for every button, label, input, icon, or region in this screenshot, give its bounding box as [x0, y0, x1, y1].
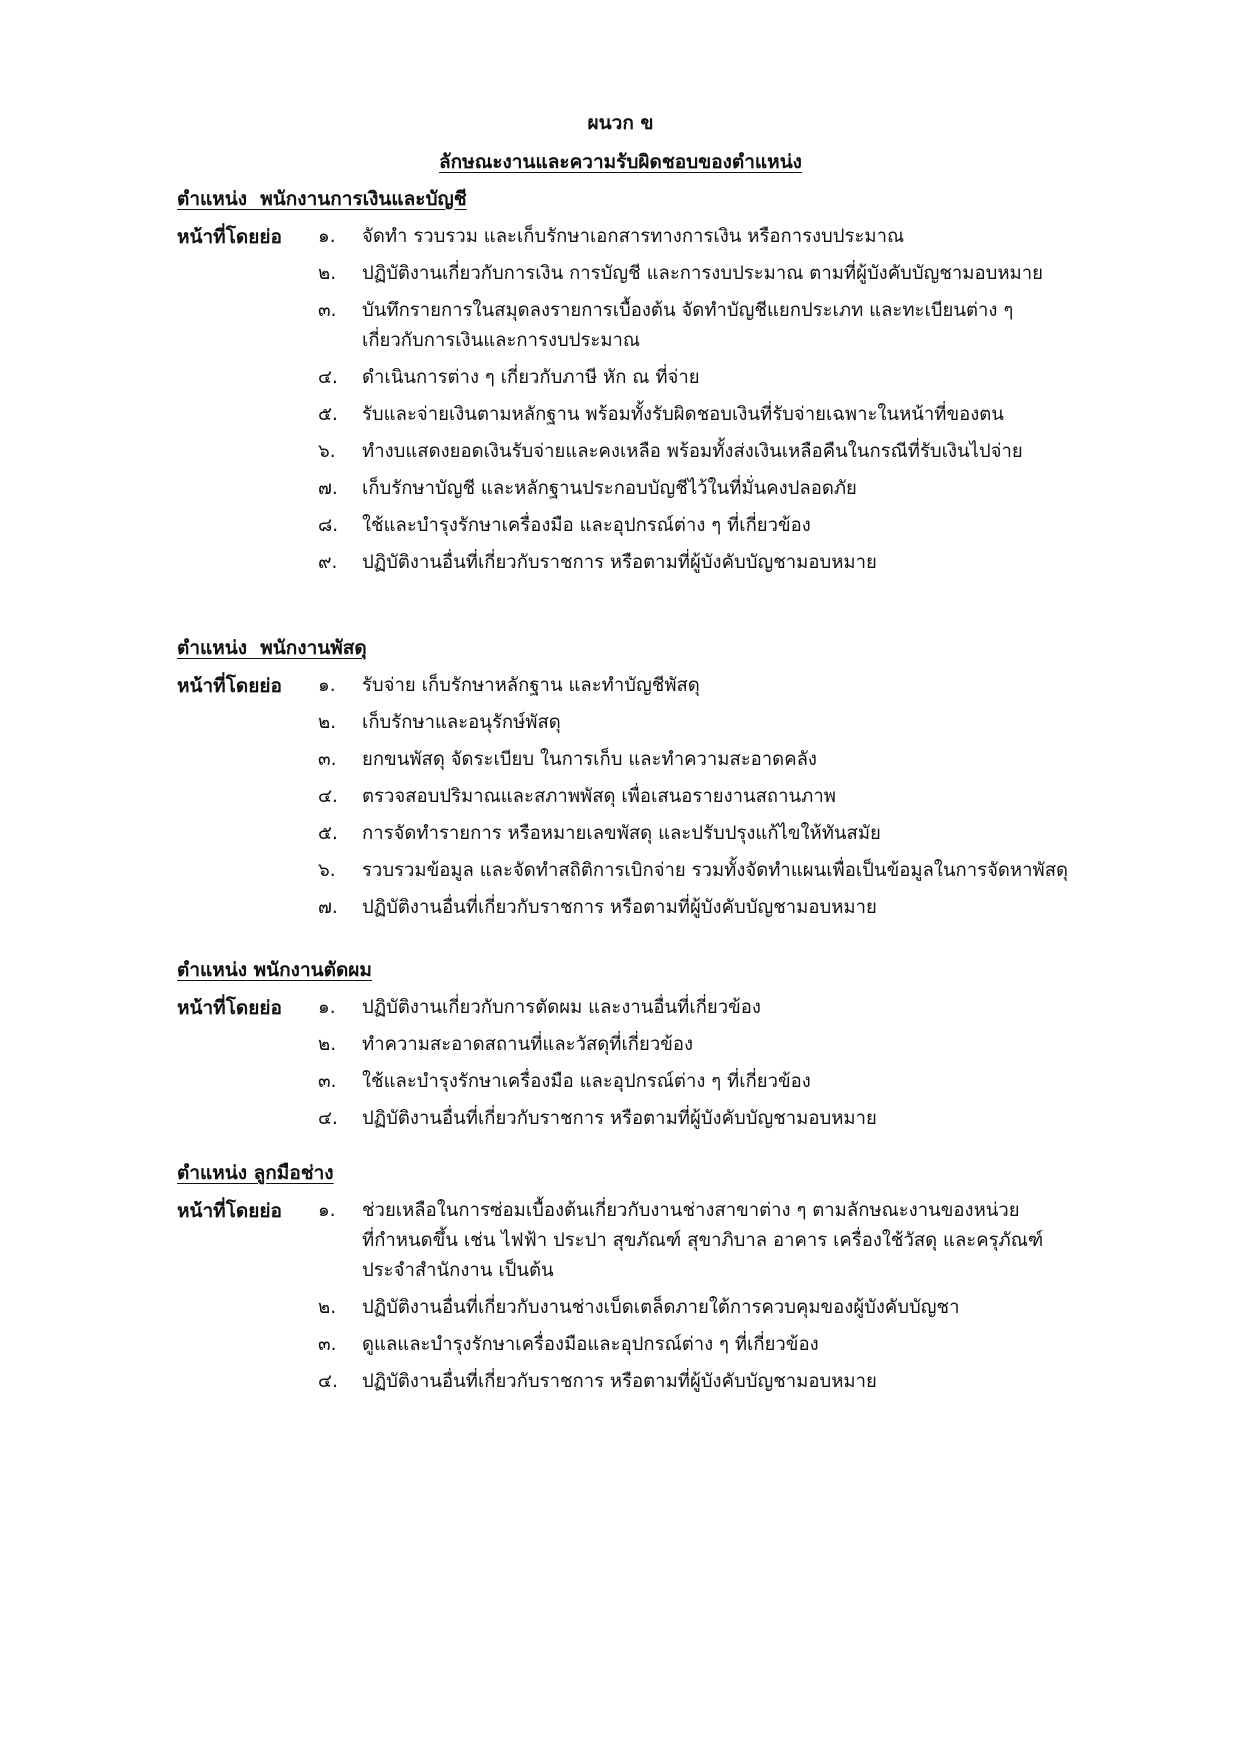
duty-item-number: ๔. [318, 367, 338, 388]
duty-item-text: ปฏิบัติงานอื่นที่เกี่ยวกับราชการ หรือตามที่ผู้บังคับบัญชามอบหมาย [362, 1371, 877, 1392]
duty-item-text: ปฏิบัติงานอื่นที่เกี่ยวกับราชการ หรือตามที่ผู้บังคับบัญชามอบหมาย [362, 1108, 877, 1129]
duty-item-number: ๓. [318, 749, 337, 770]
duty-item-text: ทำงบแสดงยอดเงินรับจ่ายและคงเหลือ พร้อมทั้งส่งเงินเหลือคืนในกรณีที่รับเงินไปจ่าย [362, 441, 1023, 462]
duty-item [318, 222, 1140, 252]
duty-item-text: ปฏิบัติงานเกี่ยวกับการเงิน การบัญชี และการงบประมาณ ตามที่ผู้บังคับบัญชามอบหมาย [362, 263, 1043, 284]
duty-item-number: ๔. [318, 1371, 338, 1392]
duty-item-text: รวบรวมข้อมูล และจัดทำสถิติการเบิกจ่าย รวมทั้งจัดทำแผนเพื่อเป็นข้อมูลในการจัดหาพัสดุ [362, 860, 1069, 881]
duty-item-text: ตรวจสอบปริมาณและสภาพพัสดุ เพื่อเสนอรายงานสถานภาพ [362, 786, 836, 807]
duty-item-number: ๓. [318, 300, 337, 321]
duty-item [318, 1030, 1140, 1060]
duty-item [318, 856, 1140, 886]
duty-item [318, 296, 1140, 356]
duty-item-text: รับและจ่ายเงินตามหลักฐาน พร้อมทั้งรับผิดชอบเงินที่รับจ่ายเฉพาะในหน้าที่ของตน [362, 404, 1004, 425]
duty-item-text: ยกขนพัสดุ จัดระเบียบ ในการเก็บ และทำความสะอาดคลัง [362, 749, 817, 770]
duty-list [318, 671, 1140, 930]
duty-item-text: บันทึกรายการในสมุดลงรายการเบื้องต้น จัดทำบัญชีแยกประเภท และทะเบียนต่าง ๆ [362, 300, 1014, 321]
duty-item-number: ๒. [318, 263, 337, 284]
duty-label: หน้าที่โดยย่อ [177, 226, 282, 248]
duty-item [318, 259, 1140, 289]
duty-item-number: ๕. [318, 823, 338, 844]
section-title: ตำแหน่ง พนักงานตัดผม [177, 959, 372, 981]
duty-label: หน้าที่โดยย่อ [177, 997, 282, 1019]
duty-item [318, 1104, 1140, 1134]
duty-item-text: การจัดทำรายการ หรือหมายเลขพัสดุ และปรับปรุงแก้ไขให้ทันสมัย [362, 823, 881, 844]
duty-item-number: ๔. [318, 786, 338, 807]
duty-item [318, 511, 1140, 541]
duty-item-text: เก็บรักษาและอนุรักษ์พัสดุ [362, 712, 561, 733]
duty-item-text: ใช้และบำรุงรักษาเครื่องมือ และอุปกรณ์ต่าง ๆ ที่เกี่ยวข้อง [362, 1071, 811, 1092]
duty-item-number: ๗. [318, 897, 338, 918]
duty-item-text: ปฏิบัติงานเกี่ยวกับการตัดผม และงานอื่นที่เกี่ยวข้อง [362, 997, 761, 1018]
duty-item-number: ๘. [318, 515, 339, 536]
duty-item-text: ช่วยเหลือในการซ่อมเบื้องต้นเกี่ยวกับงานช่างสาขาต่าง ๆ ตามลักษณะงานของหน่วย [362, 1200, 1020, 1221]
duty-item-number: ๙. [318, 552, 338, 573]
duty-item [318, 363, 1140, 393]
duty-item-text: เก็บรักษาบัญชี และหลักฐานประกอบบัญชีไว้ในที่มั่นคงปลอดภัย [362, 478, 857, 499]
duty-item-number: ๒. [318, 1297, 337, 1318]
duty-item-number: ๑. [318, 226, 336, 247]
appendix-title: ผนวก ข [587, 112, 654, 134]
duty-item-number: ๒. [318, 712, 337, 733]
section-title: ตำแหน่ง พนักงานการเงินและบัญชี [177, 188, 467, 210]
duty-item-text: ปฏิบัติงานอื่นที่เกี่ยวกับราชการ หรือตามที่ผู้บังคับบัญชามอบหมาย [362, 552, 877, 573]
duty-item-text: ที่กำหนดขึ้น เช่น ไฟฟ้า ประปา สุขภัณฑ์ สุขาภิบาล อาคาร เครื่องใช้วัสดุ และครุภัณฑ์ [362, 1230, 1044, 1251]
duty-item-text: เกี่ยวกับการเงินและการงบประมาณ [362, 330, 641, 351]
duty-item [318, 474, 1140, 504]
duty-item [318, 1367, 1140, 1397]
duty-item [318, 782, 1140, 812]
duty-item-text: จัดทำ รวบรวม และเก็บรักษาเอกสารทางการเงิน หรือการงบประมาณ [362, 226, 905, 247]
duty-item [318, 893, 1140, 923]
duty-list [318, 993, 1140, 1141]
duty-list [318, 222, 1140, 585]
section-title: ตำแหน่ง พนักงานพัสดุ [177, 637, 367, 659]
duty-item-text: ใช้และบำรุงรักษาเครื่องมือ และอุปกรณ์ต่าง ๆ ที่เกี่ยวข้อง [362, 515, 811, 536]
duty-item [318, 1330, 1140, 1360]
appendix-subtitle: ลักษณะงานและความรับผิดชอบของตำแหน่ง [439, 151, 802, 173]
duty-item-number: ๕. [318, 404, 338, 425]
duty-list [318, 1196, 1140, 1404]
duty-item-number: ๓. [318, 1071, 337, 1092]
duty-item-number: ๗. [318, 478, 338, 499]
duty-item [318, 1067, 1140, 1097]
duty-item [318, 819, 1140, 849]
duty-item-text: รับจ่าย เก็บรักษาหลักฐาน และทำบัญชีพัสดุ [362, 675, 700, 696]
duty-label: หน้าที่โดยย่อ [177, 1200, 282, 1222]
duty-label: หน้าที่โดยย่อ [177, 675, 282, 697]
duty-item-text: ดำเนินการต่าง ๆ เกี่ยวกับภาษี หัก ณ ที่จ่าย [362, 367, 700, 388]
duty-item [318, 437, 1140, 467]
duty-item [318, 548, 1140, 578]
duty-item [318, 1293, 1140, 1323]
duty-item-text: ดูแลและบำรุงรักษาเครื่องมือและอุปกรณ์ต่าง ๆ ที่เกี่ยวข้อง [362, 1334, 819, 1355]
duty-item [318, 1196, 1140, 1286]
duty-item [318, 745, 1140, 775]
duty-item [318, 993, 1140, 1023]
duty-item-number: ๖. [318, 860, 336, 881]
duty-item-text: ปฏิบัติงานอื่นที่เกี่ยวกับงานช่างเบ็ดเตล็ดภายใต้การควบคุมของผู้บังคับบัญชา [362, 1297, 960, 1318]
duty-item-number: ๒. [318, 1034, 337, 1055]
duty-item-number: ๑. [318, 1200, 336, 1221]
duty-item [318, 708, 1140, 738]
section-title: ตำแหน่ง ลูกมือช่าง [177, 1162, 334, 1184]
duty-item [318, 671, 1140, 701]
duty-item-text: ทำความสะอาดสถานที่และวัสดุที่เกี่ยวข้อง [362, 1034, 694, 1055]
duty-item-text: ประจำสำนักงาน เป็นต้น [362, 1260, 554, 1281]
duty-item-text: ปฏิบัติงานอื่นที่เกี่ยวกับราชการ หรือตามที่ผู้บังคับบัญชามอบหมาย [362, 897, 877, 918]
duty-item-number: ๓. [318, 1334, 337, 1355]
duty-item-number: ๑. [318, 675, 336, 696]
duty-item-number: ๔. [318, 1108, 338, 1129]
duty-item [318, 400, 1140, 430]
duty-item-number: ๑. [318, 997, 336, 1018]
duty-item-number: ๖. [318, 441, 336, 462]
